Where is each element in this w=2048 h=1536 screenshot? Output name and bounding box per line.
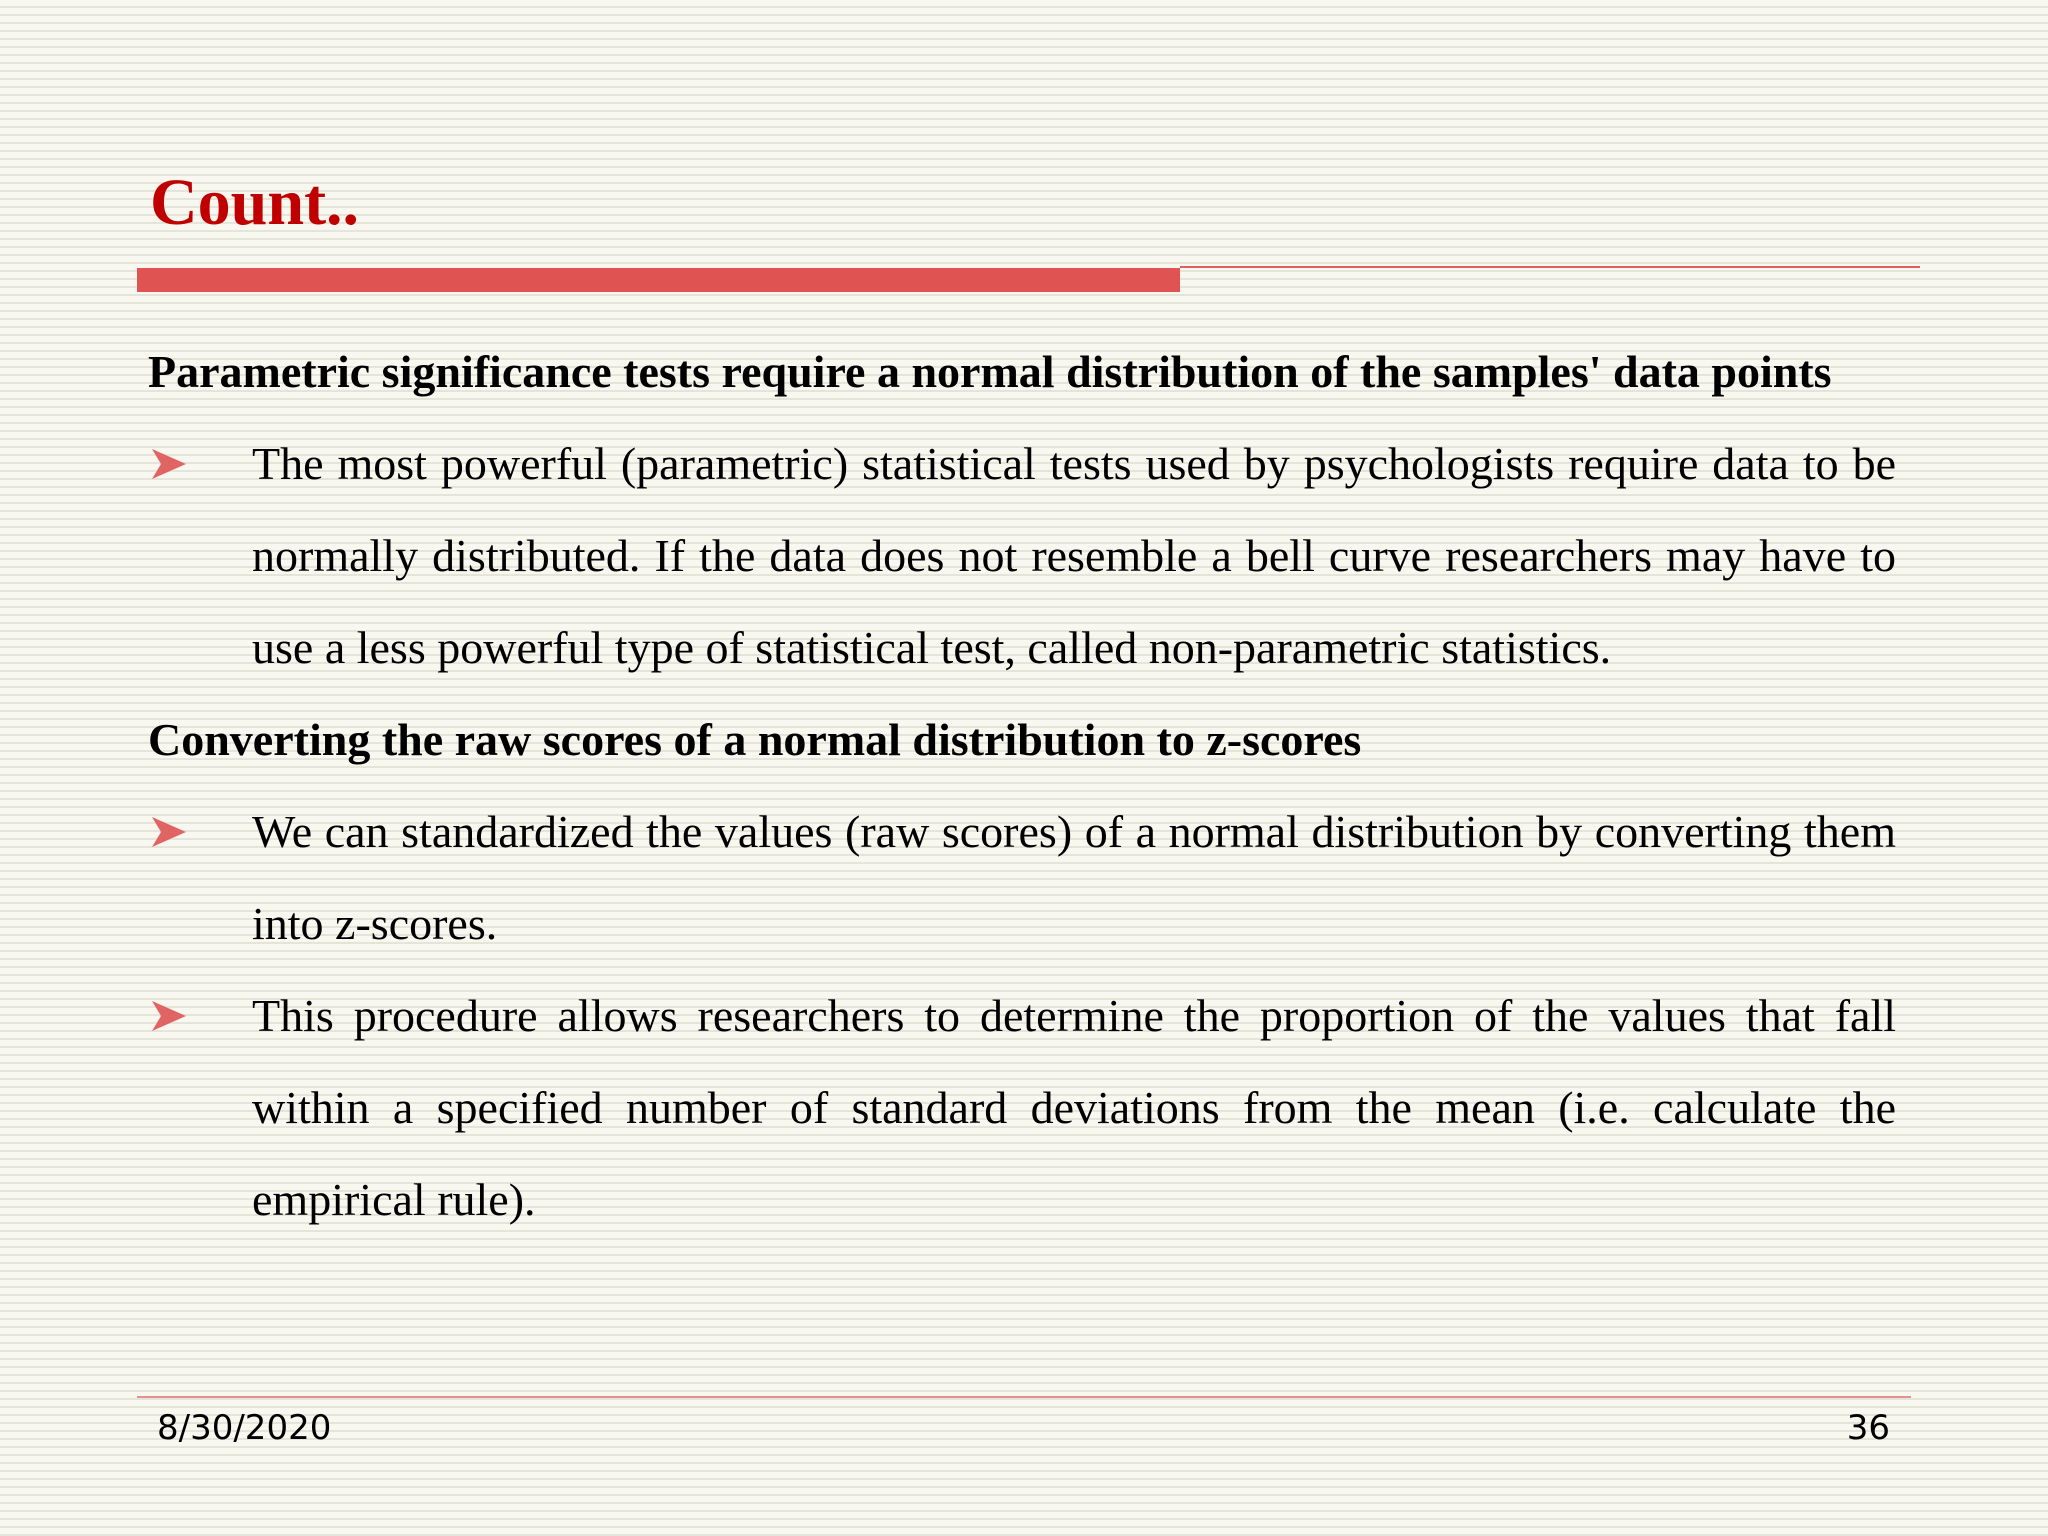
slide-body [148, 326, 1896, 1246]
bullet-text: We can standardized the values (raw scores) of a normal distribution by converting them into z-scores. [252, 806, 1896, 949]
section-heading: Converting the raw scores of a normal distribution to z-scores [148, 714, 1362, 765]
slide-title: Count.. [150, 166, 360, 239]
bullet-text: The most powerful (parametric) statistical tests used by psychologists require data to be normally distributed. If the data does not resemble a bell curve researchers may have to use a less powerful type of statistical test, called non-parametric statistics. [252, 438, 1896, 673]
title-underline-bar [137, 268, 1180, 292]
bullet-text: This procedure allows researchers to determine the proportion of the values that fall within a specified number of standard deviations from the mean (i.e. calculate the empirical rule). [252, 990, 1896, 1225]
arrow-bullet-icon [152, 970, 186, 1062]
footer-date: 8/30/2020 [157, 1408, 332, 1448]
bullet-item [148, 786, 1896, 970]
bullet-item [148, 418, 1896, 694]
page-number: 36 [1846, 1408, 1890, 1448]
arrow-bullet-icon [152, 786, 186, 878]
bullet-item [148, 970, 1896, 1246]
section-heading: Parametric significance tests require a normal distribution of the samples' data points [148, 346, 1832, 397]
title-underline-rule [1180, 266, 1920, 268]
footer-divider [137, 1396, 1911, 1398]
arrow-bullet-icon [152, 418, 186, 510]
